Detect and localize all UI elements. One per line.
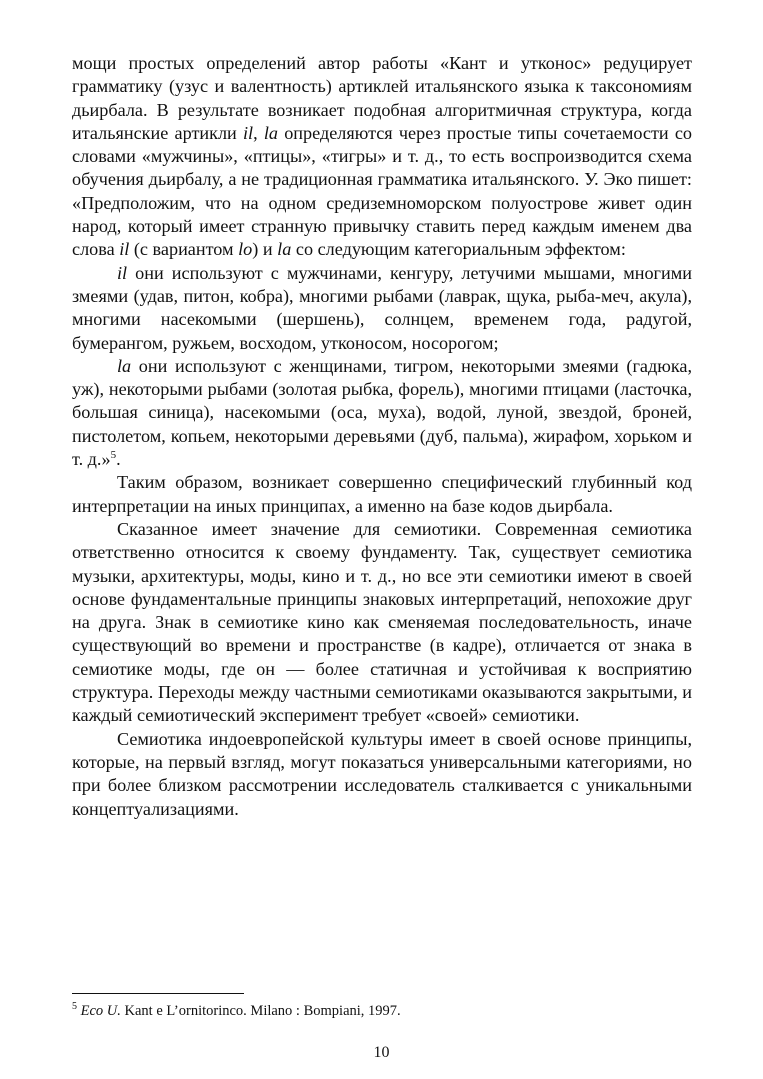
text-run: они используют с мужчинами, кенгуру, летучими мышами, многими змеями (удав, питон, кобра), многими рыбами (лаврак, щука, рыба-меч, акула), многими насекомыми (шершень), солнцем, временем года, радугой, бумерангом, ружьем, восходом, утконосом, носорогом; [72,262,692,353]
text-run: , [253,122,264,143]
italic-term: il [242,122,254,143]
italic-term: lo [238,239,253,260]
body-text [72,52,692,821]
text-run: определяются через простые типы сочетаемости со словами «мужчины», «птицы», «тигры» и т. д., то есть воспроизводится схема обучения дьирбалу, а не традиционная грамматика итальянского. У. Эко пишет: «Предположим, что на одном средиземноморском полуострове живет один народ, который имеет странную привычку ставить перед каждым именем два слова [72,122,693,260]
italic-term: la [263,122,278,143]
italic-term: la [117,355,132,376]
italic-term: la [277,239,292,260]
text-run: . [116,449,121,470]
paragraph-indo-european: Семиотика индоевропейской культуры имеет в своей основе принципы, которые, на первый взгляд, могут показаться универсальными категориями, но при более близком рассмотрении исследователь сталкивается с уникальными концептуализациями. [72,728,692,819]
paragraph-il-quote [72,262,692,355]
footnote-text: Kant e L’ornitorinco. Milano : Bompiani, 1997. [120,1003,401,1019]
text-run: со следующим категориальным эффектом: [291,239,626,260]
paragraph-deep-code: Таким образом, возникает совершенно специфический глубинный код интерпретации на иных принципах, а именно на базе кодов дьирбала. [72,472,692,516]
text-run: мощи простых определений автор работы «Кант и утконос» редуцирует грамматику (узус и валентность) артиклей итальянского языка к таксономиям дьирбала. В результате возникает подобная алгоритмичная структура, когда итальянские артикли [72,53,692,143]
text-run: (с вариантом [129,239,239,260]
footnote-author: Eco U. [80,1003,121,1019]
footnote [72,1002,692,1020]
footnote-number: 5 [72,1001,77,1013]
paragraph-la-quote [72,355,692,471]
page-number: 10 [373,1044,390,1061]
paragraph-intro [72,52,692,262]
text-run: они используют с женщинами, тигром, некоторыми змеями (гадюка, уж), некоторыми рыбами (золотая рыбка, форель), многими птицами (ласточка, большая синица), насекомыми (оса, муха), водой, луной, звездой, броней, пистолетом, копьем, некоторыми деревьями (дуб, пальма), жирафом, хорьком и т. д.» [72,355,692,470]
paragraph-semiotics: Сказанное имеет значение для семиотики. Современная семиотика ответственно относится к своему фундаменту. Так, существует семиотика музыки, архитектуры, моды, кино и т. д., но все эти семиотики имеют в своей основе фундаментальные принципы знаковых интерпретаций, непохожие друг на друга. Знак в семиотике кино как сменяемая последовательность, иначе существующий во времени и пространстве (в кадре), отличается от знака в семиотике моды, где он — более статичная и устойчивая к восприятию структура. Переходы между частными семиотиками оказываются закрытыми, и каждый семиотический эксперимент требует «своей» семиотики. [72,518,692,726]
italic-term: il [117,262,128,283]
footnote-divider [72,993,244,994]
footnote-reference[interactable]: 5 [110,448,117,461]
text-run: ) и [252,239,278,260]
italic-term: il [119,239,130,260]
